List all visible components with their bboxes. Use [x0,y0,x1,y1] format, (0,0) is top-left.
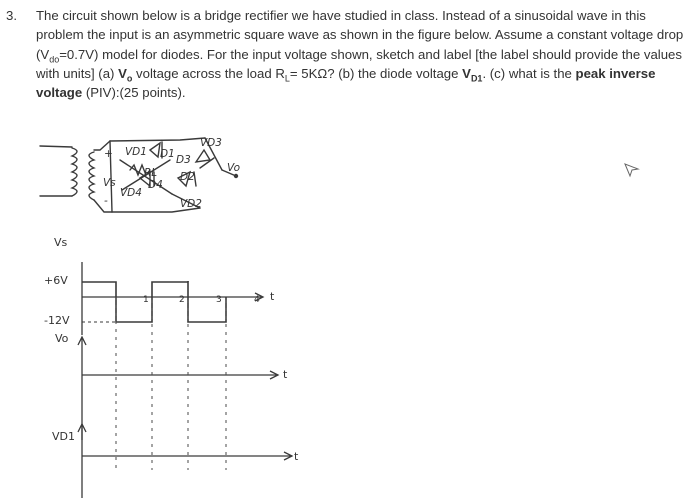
cir-vs: Vs [103,177,116,189]
vd1-t-label: t [294,450,299,463]
cir-d2: D2 [180,171,195,183]
tick-label-1: 1 [143,295,149,305]
vs-axis-label: Vs [54,236,68,249]
vd1-graph-labels [52,430,299,463]
diode-d3-symbol [196,150,214,168]
cir-rl: RL [144,167,158,179]
q-text-2: =0.7V) model for diodes. For the input voltage shown, sketch and label [the label should provide the values with units] (a) [36,46,682,81]
tick-label-4: 4 [254,295,260,305]
q-text-6: (PIV):(25 points). [82,85,186,101]
output-node [235,175,238,178]
cir-vd4: VD4 [120,187,142,199]
transformer-secondary-coil [89,152,94,200]
mouse-cursor-icon [625,164,638,176]
q-text-5: . (c) what is the [482,65,576,81]
vo-graph-labels [55,332,288,381]
cir-d1: D1 [160,148,175,160]
tick-label-2: 2 [179,295,185,305]
q-text-1: The circuit shown below is a bridge rectifier we have studied in class. Instead of a sinusoidal wave in this problem the input is an asymmetric square wave as shown in the figure below. Assume a constant voltage drop (V [36,8,684,62]
vo-graph [78,337,278,440]
cir-plus: + [104,148,113,160]
tick-label-3: 3 [216,295,222,305]
time-guide-lines [116,297,226,470]
cir-vo: Vo [227,162,240,174]
q-vd1-label: $V_{D1}$ [462,65,483,84]
circuit-labels [103,137,240,210]
vo-t-label: t [283,368,288,381]
bridge-top-wire [110,138,205,141]
question-number: 3. [6,8,17,23]
q-sub-rl: L [284,73,290,84]
vd1-axis-label: VD1 [52,430,75,443]
cir-minus: - [104,195,108,207]
secondary-lead-bottom [94,200,112,212]
q-piv-label: peak inverse voltage [36,65,656,101]
vs-high-label: +6V [44,274,68,287]
transformer-primary-coil [72,148,77,196]
cir-d4: D4 [148,179,163,191]
cir-d3: D3 [176,154,191,166]
vs-waveform [82,282,226,322]
primary-lead-top [40,146,72,147]
vs-graph [82,262,263,335]
cir-vd3: VD3 [200,137,222,149]
vs-low-label: -12V [44,314,70,327]
cir-vd2: VD2 [180,198,202,210]
vs-t-label: t [270,290,275,303]
q-vo-label: $V_o$ [118,65,133,84]
cir-vd1: VD1 [125,146,147,158]
q-text-4: = 5KΩ? (b) the diode voltage [289,65,463,81]
q-text-3: voltage across the load R [132,65,285,81]
vo-axis-label: Vo [55,332,69,345]
q-sub-do: do [49,54,60,65]
vd1-graph [78,424,292,498]
